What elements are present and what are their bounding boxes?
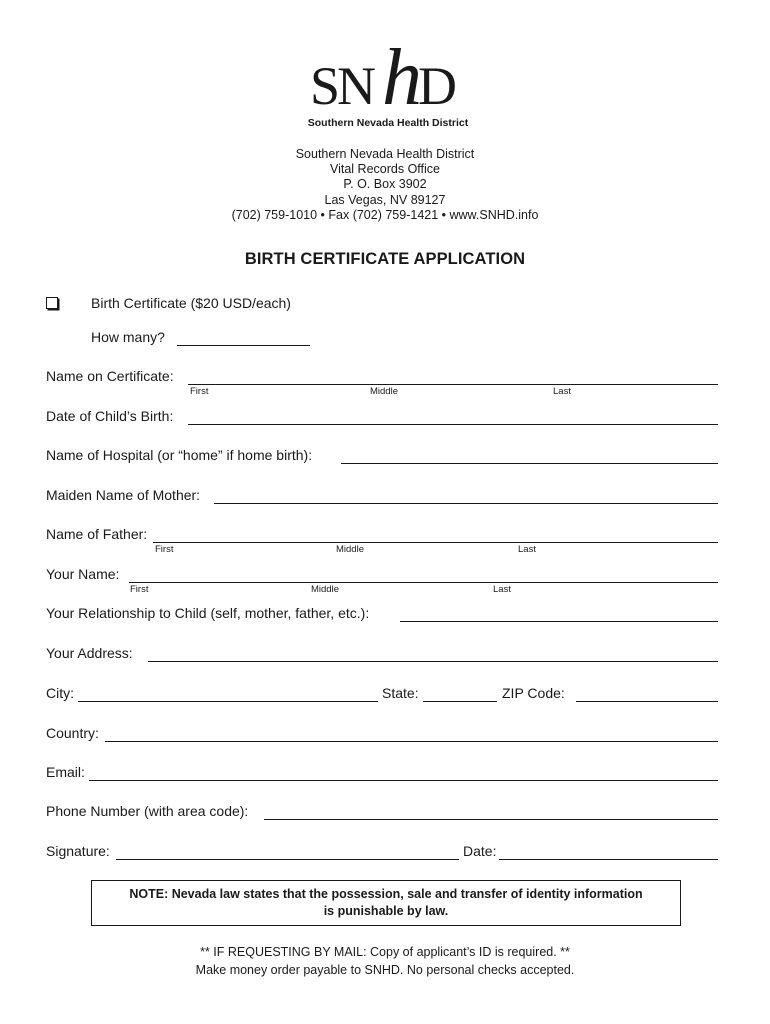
email-input[interactable]	[89, 780, 718, 781]
phone-input[interactable]	[264, 819, 718, 820]
svg-text:h: h	[382, 44, 422, 122]
name-of-father-input[interactable]	[153, 542, 718, 543]
signature-label: Signature:	[46, 843, 110, 859]
address-label: Your Address:	[46, 645, 133, 661]
form-title: BIRTH CERTIFICATE APPLICATION	[244, 250, 526, 268]
state-input[interactable]	[423, 701, 497, 702]
legal-note-line2: is punishable by law.	[323, 904, 449, 918]
name-on-certificate-input[interactable]	[188, 384, 718, 385]
name-on-certificate-label: Name on Certificate:	[46, 368, 174, 384]
how-many-label: How many?	[91, 329, 165, 345]
email-label: Email:	[46, 764, 85, 780]
your-name-label: Your Name:	[46, 566, 120, 582]
header-city: Las Vegas, NV 89127	[324, 193, 446, 207]
svg-text:D: D	[418, 56, 457, 116]
state-label: State:	[382, 685, 419, 701]
zip-input[interactable]	[576, 701, 718, 702]
birth-certificate-label: Birth Certificate ($20 USD/each)	[91, 295, 291, 311]
legal-note-line1: NOTE: Nevada law states that the possession, sale and transfer of identity information	[129, 887, 643, 901]
relationship-label: Your Relationship to Child (self, mother, father, etc.):	[46, 605, 370, 621]
maiden-name-label: Maiden Name of Mother:	[46, 487, 201, 503]
sublabel-first: First	[190, 386, 209, 397]
header-po-box: P. O. Box 3902	[343, 177, 427, 191]
logo-caption: Southern Nevada Health District	[307, 117, 469, 129]
sublabel-last: Last	[553, 386, 571, 397]
phone-label: Phone Number (with area code):	[46, 803, 249, 819]
snhd-logo	[300, 44, 470, 132]
mail-notice: ** IF REQUESTING BY MAIL: Copy of applicant’s ID is required. **	[200, 945, 570, 959]
header-contact: (702) 759-1010 • Fax (702) 759-1421 • www.SNHD.info	[231, 208, 539, 222]
date-label: Date:	[463, 843, 497, 859]
sublabel-middle: Middle	[370, 386, 398, 397]
sublabel-last: Last	[518, 544, 536, 555]
city-input[interactable]	[78, 701, 378, 702]
header-org: Southern Nevada Health District	[295, 147, 475, 161]
sublabel-middle: Middle	[336, 544, 364, 555]
hospital-input[interactable]	[341, 463, 718, 464]
maiden-name-input[interactable]	[214, 503, 718, 504]
birth-certificate-checkbox[interactable]	[46, 297, 58, 309]
country-input[interactable]	[105, 741, 718, 742]
svg-text:SN: SN	[310, 56, 374, 116]
address-input[interactable]	[148, 661, 718, 662]
zip-label: ZIP Code:	[502, 685, 565, 701]
sublabel-middle: Middle	[311, 584, 339, 595]
sublabel-first: First	[155, 544, 174, 555]
hospital-label: Name of Hospital (or “home” if home birth):	[46, 447, 313, 463]
name-of-father-label: Name of Father:	[46, 526, 148, 542]
how-many-input[interactable]	[177, 345, 310, 346]
date-input[interactable]	[499, 859, 718, 860]
legal-note-box	[91, 880, 681, 926]
payment-notice: Make money order payable to SNHD. No personal checks accepted.	[195, 963, 575, 977]
relationship-input[interactable]	[400, 621, 718, 622]
country-label: Country:	[46, 725, 99, 741]
date-of-birth-label: Date of Child’s Birth:	[46, 408, 174, 424]
sublabel-last: Last	[493, 584, 511, 595]
header-office: Vital Records Office	[329, 162, 440, 176]
city-label: City:	[46, 685, 74, 701]
your-name-input[interactable]	[129, 582, 718, 583]
date-of-birth-input[interactable]	[188, 424, 718, 425]
signature-input[interactable]	[116, 859, 459, 860]
sublabel-first: First	[130, 584, 149, 595]
